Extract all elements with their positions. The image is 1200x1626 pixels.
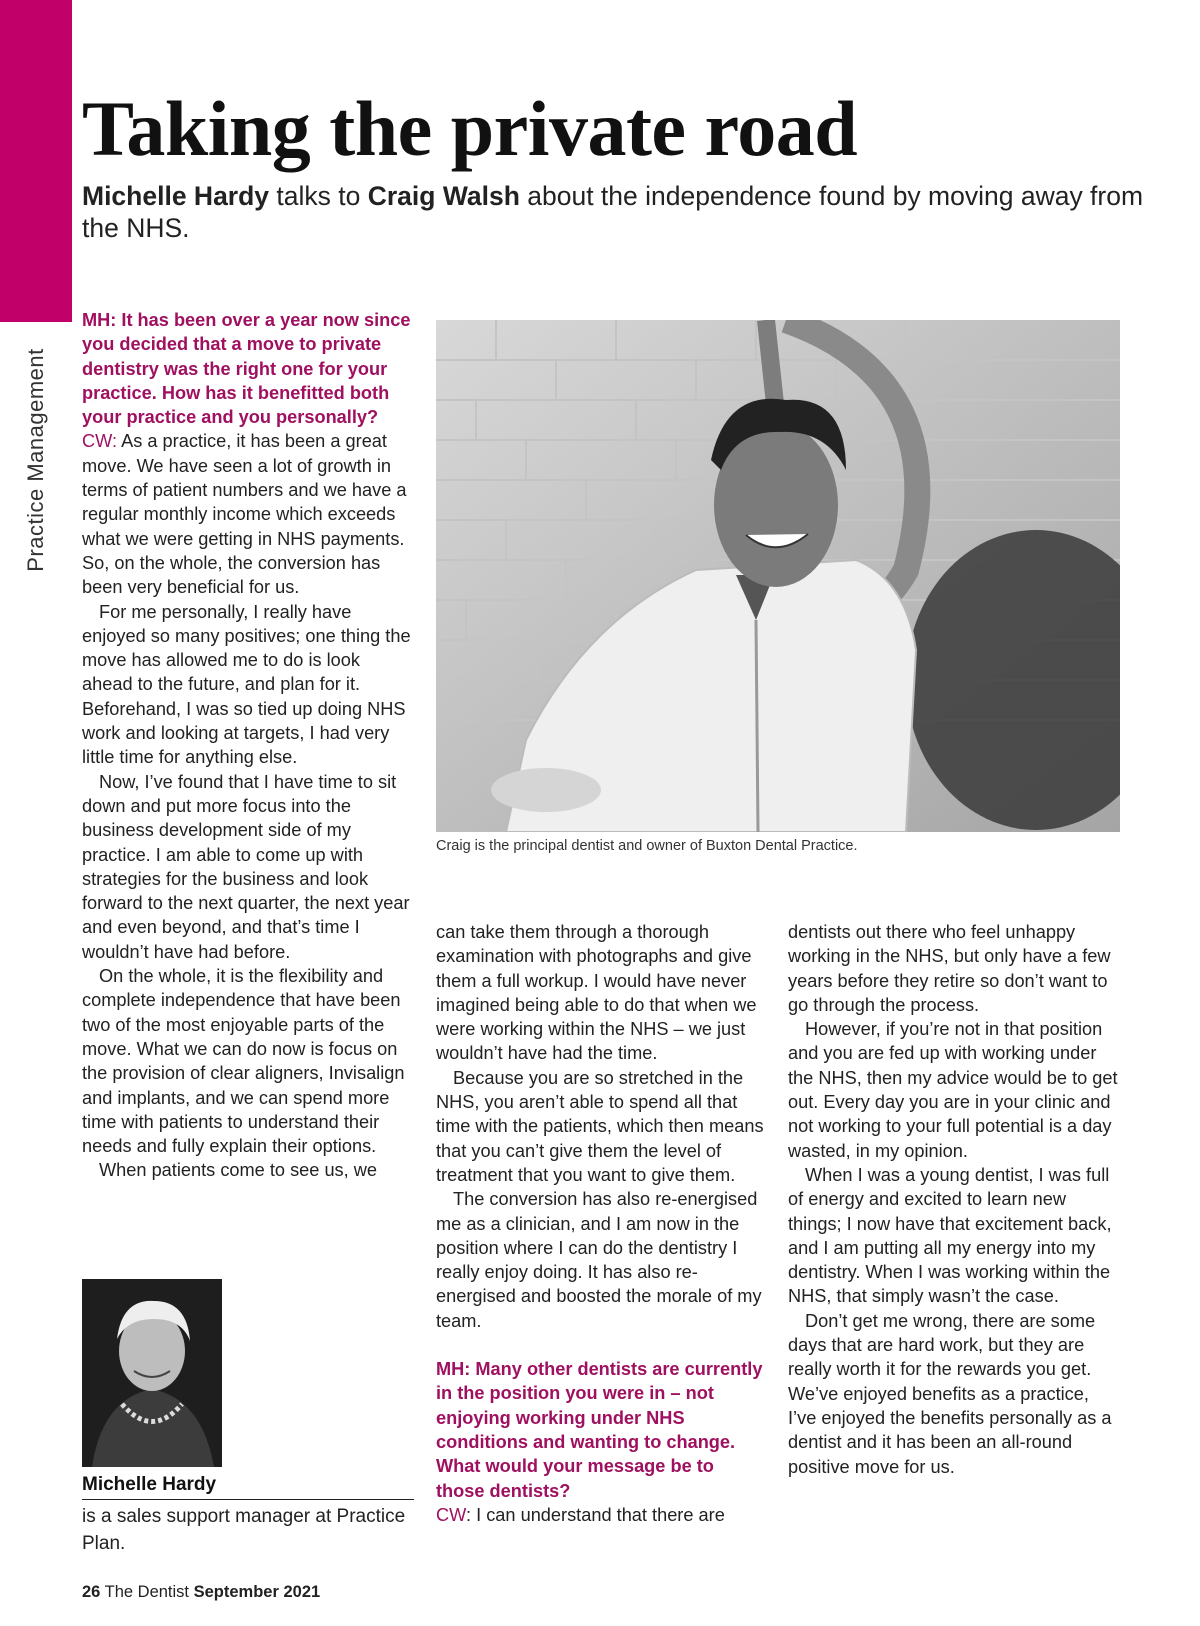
answer-2-speaker: CW [436,1504,466,1525]
paragraph: The conversion has also re-energised me as a clinician, and I am now in the position where I can do the dentistry I really enjoy doing. It has also re-energised and boosted the morale of my team. [436,1189,762,1331]
paragraph: When patients come to see us, we [99,1160,378,1181]
article-standfirst [82,180,1172,244]
publication-name: The Dentist [100,1583,194,1601]
paragraph: However, if you’re not in that position and you are fed up with working under the NHS, then my advice would be to get out. Every day you are in your clinic and not working to your full potential is a day wasted, in my opinion. [788,1019,1118,1161]
spacer [436,1333,766,1357]
standfirst-author: Michelle Hardy [82,181,270,211]
paragraph: When I was a young dentist, I was full of energy and excited to learn new things; I now have that excitement back, and I am putting all my energy into my dentistry. When I was working within the NHS, that simply wasn’t the case. [788,1164,1112,1307]
answer-1-text: As a practice, it has been a great move. We have seen a lot of growth in terms of patient numbers and we have a regular monthly income which exceeds what we were getting in NHS payments. So, on the whole, the conversion has been very beneficial for us. [82,431,407,598]
answer-1-speaker: CW: [82,431,118,452]
section-label [0,330,72,590]
photo-illustration [436,320,1120,832]
page-footer [82,1583,320,1602]
author-photo [82,1279,222,1467]
issue-date: September 2021 [193,1583,321,1601]
question-2: MH: Many other dentists are currently in the position you were in – not enjoying working under NHS conditions and wanting to change. What would your message be to those dentists? [436,1359,763,1501]
standfirst-rest: about the independence found by moving away from the NHS. [82,181,1144,243]
question-1: MH: It has been over a year now since you decided that a move to private dentistry was the right one for your practice. How has it benefitted both your practice and you personally? [82,310,411,428]
paragraph: Now, I’ve found that I have time to sit down and put more focus into the business development side of my practice. I am able to come up with strategies for the business and look forward to the next quarter, the next year and even beyond, and that’s time I wouldn’t have had before. [82,771,410,962]
article-title: Taking the private road [82,85,858,172]
author-name: Michelle Hardy [82,1474,414,1500]
section-label-text: Practice Management [23,348,48,572]
article-column-3 [788,920,1118,1479]
page-number: 26 [82,1583,101,1601]
paragraph: dentists out there who feel unhappy working in the NHS, but only have a few years before they retire so don’t want to go through the process. [788,922,1111,1015]
section-color-bar [0,0,72,322]
craig-walsh-photo [436,320,1120,832]
answer-2-text: : I can understand that there are [465,1504,725,1525]
answer-2 [436,1503,766,1527]
paragraph: can take them through a thorough examination with photographs and give them a full workup. I would have never imagined being able to do that when we were working within the NHS – we just wouldn’t have had the time. [436,922,757,1064]
answer-1 [82,429,412,599]
paragraph: Don’t get me wrong, there are some days that are hard work, but they are really worth it for the rewards you get. We’ve enjoyed benefits as a practice, I’ve enjoyed the benefits personally as a dentist and it has been an all-round positive move for us. [788,1310,1112,1477]
paragraph: Because you are so stretched in the NHS, you aren’t able to spend all that time with the patients, which then means that you can’t give them the level of treatment that you want to give them. [436,1067,764,1185]
author-bio: is a sales support manager at Practice Plan. [82,1506,406,1554]
paragraph: On the whole, it is the flexibility and complete independence that have been two of the most enjoyable parts of the move. What we can do now is focus on the provision of clear aligners, Invisalign and implants, and we can spend more time with patients to understand their needs and fully explain their options. [82,966,405,1157]
photo-caption: Craig is the principal dentist and owner of Buxton Dental Practice. [436,838,858,854]
standfirst-subject: Craig Walsh [367,181,520,211]
author-portrait [82,1279,222,1467]
article-column-2 [436,920,766,1527]
article-column-1 [82,308,412,1183]
standfirst-connector: talks to [269,181,368,211]
paragraph: For me personally, I really have enjoyed so many positives; one thing the move has allowed me to do is look ahead to the future, and plan for it. Beforehand, I was so tied up doing NHS work and looking at targets, I had very little time for anything else. [82,601,411,768]
